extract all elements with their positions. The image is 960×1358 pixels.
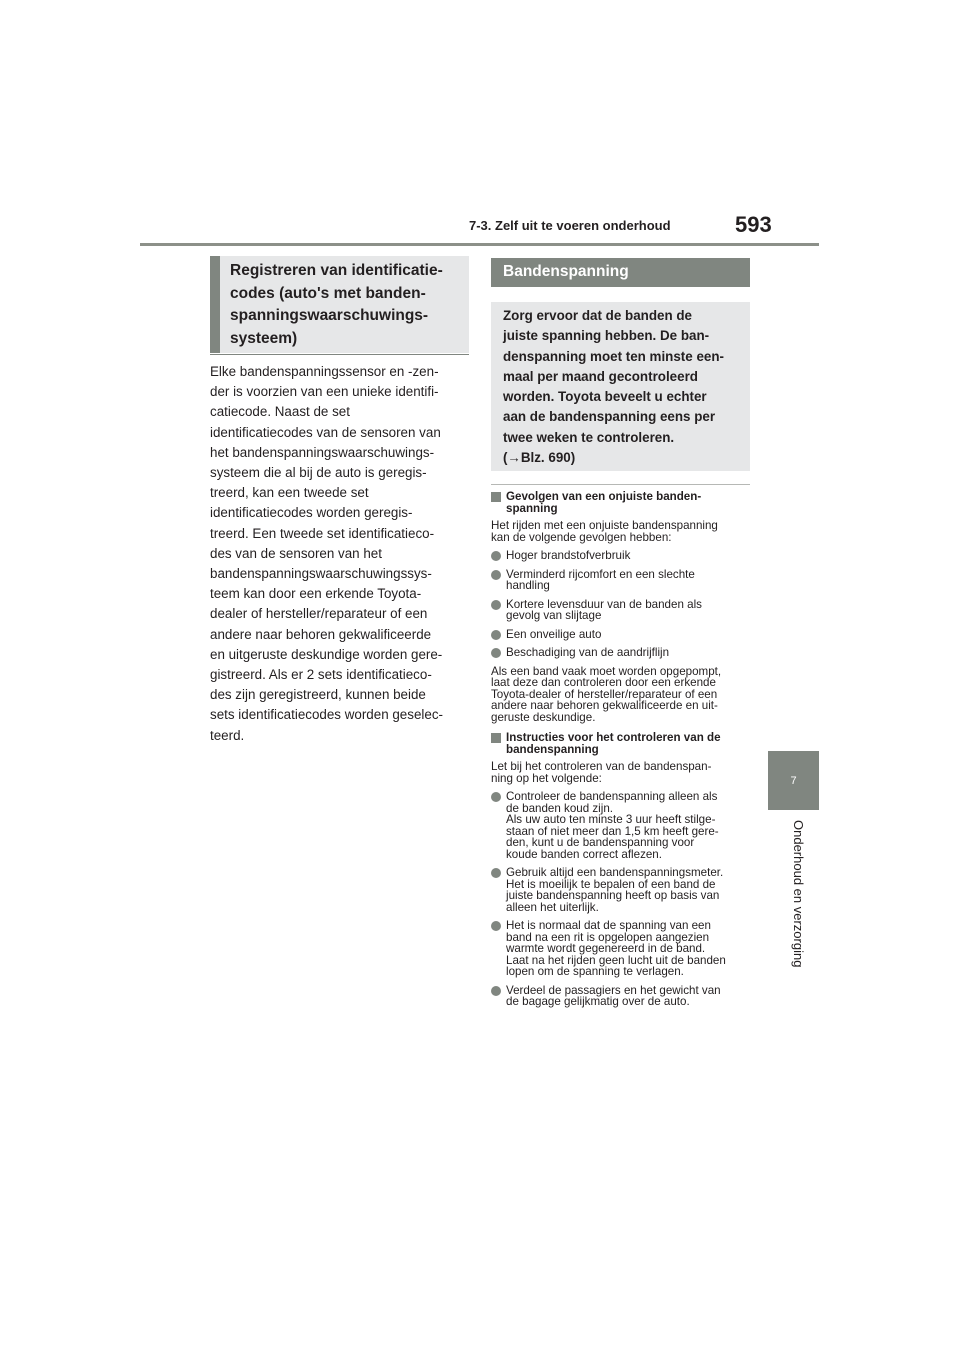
list-item: Het is normaal dat de spanning van een band na een rit is opgelopen aangezien warmte wordt gegenereerd in de band. Laat na het rijden geen lucht uit de banden lopen om de spanning te verlagen. bbox=[491, 920, 750, 978]
right-heading: Bandenspanning bbox=[491, 258, 750, 287]
page-reference-link[interactable]: (→Blz. 690) bbox=[503, 450, 576, 466]
circle-bullet-icon bbox=[491, 630, 501, 640]
circle-bullet-icon bbox=[491, 648, 501, 658]
circle-bullet-icon bbox=[491, 551, 501, 561]
square-bullet-icon bbox=[491, 733, 501, 743]
list-item: Een onveilige auto bbox=[491, 629, 750, 641]
callout-text: Zorg ervoor dat de banden de juiste spanning hebben. De ban- denspanning moet ten minste een- maal per maand gecontroleerd worden. Toyota beveelt u echter aan de bandenspanning eens per twee weken te controleren. (→Blz. 690) bbox=[503, 306, 746, 468]
chapter-number: 7 bbox=[790, 774, 797, 787]
left-body-text: Elke bandenspanningssensor en -zen- der is voorzien van een unieke identifi- catiecode. Naast de set identificatiecodes van de sensoren van het bandenspanningswaarschuwings- systeem die al bij de auto is geregis- treerd, kan een tweede set identificatiecodes worden geregis- treerd. Een tweede set identificatieco- des van de sensoren van het bandenspanningswaarschuwingssys- teem kan door een erkende Toyota- dealer of hersteller/reparateur of een andere naar behoren gekwalificeerde en uitgeruste deskundige worden gere- gistreerd. Als er 2 sets identificatieco- des zijn geregistreerd, kunnen beide sets identificatiecodes worden geselec- teerd. bbox=[210, 364, 443, 743]
paragraph: Het rijden met een onjuiste bandenspanning kan de volgende gevolgen hebben: bbox=[491, 519, 718, 544]
circle-bullet-icon bbox=[491, 868, 501, 878]
right-body bbox=[491, 491, 750, 1015]
callout-box bbox=[491, 302, 750, 471]
page-number: 593 bbox=[735, 212, 772, 237]
circle-bullet-icon bbox=[491, 921, 501, 931]
left-heading: Registreren van identificatie- codes (auto's met banden- spanningswaarschuwings- systeem) bbox=[230, 262, 443, 347]
chapter-title: Onderhoud en verzorging bbox=[791, 820, 806, 968]
heading-accent-bar bbox=[210, 256, 220, 353]
subsection-title-consequences: Gevolgen van een onjuiste banden- spanning bbox=[491, 491, 750, 514]
left-heading-box bbox=[210, 256, 469, 353]
list-item: Verdeel de passagiers en het gewicht van de bagage gelijkmatig over de auto. bbox=[491, 985, 750, 1008]
header-divider bbox=[140, 243, 819, 246]
list-item: Gebruik altijd een bandenspanningsmeter. Het is moeilijk te bepalen of een band de juiste bandenspanning heeft op basis van alleen het uiterlijk. bbox=[491, 867, 750, 913]
paragraph: Let bij het controleren van de bandenspan- ning op het volgende: bbox=[491, 760, 712, 785]
circle-bullet-icon bbox=[491, 570, 501, 580]
circle-bullet-icon bbox=[491, 792, 501, 802]
section-title: 7-3. Zelf uit te voeren onderhoud bbox=[469, 218, 671, 233]
list-item: Beschadiging van de aandrijflijn bbox=[491, 647, 750, 659]
list-item: Kortere levensduur van de banden als gevolg van slijtage bbox=[491, 599, 750, 622]
chapter-tab[interactable] bbox=[768, 751, 819, 810]
circle-bullet-icon bbox=[491, 986, 501, 996]
paragraph: Als een band vaak moet worden opgepompt, laat deze dan controleren door een erkende Toyota-dealer of hersteller/reparateur of een andere naar behoren gekwalificeerde en uit- geruste deskundige. bbox=[491, 664, 722, 724]
circle-bullet-icon bbox=[491, 600, 501, 610]
square-bullet-icon bbox=[491, 492, 501, 502]
subsection-title-instructions: Instructies voor het controleren van de bandenspanning bbox=[491, 732, 750, 755]
left-heading-divider bbox=[210, 354, 469, 355]
callout-divider bbox=[491, 484, 750, 485]
list-item: Controleer de bandenspanning alleen als de banden koud zijn. Als uw auto ten minste 3 uur heeft stilge- staan of niet meer dan 1,5 km heeft gere- den, kunt u de bandenspanning voor koude banden correct aflezen. bbox=[491, 791, 750, 860]
list-item: Verminderd rijcomfort en een slechte handling bbox=[491, 569, 750, 592]
list-item: Hoger brandstofverbruik bbox=[491, 550, 750, 562]
